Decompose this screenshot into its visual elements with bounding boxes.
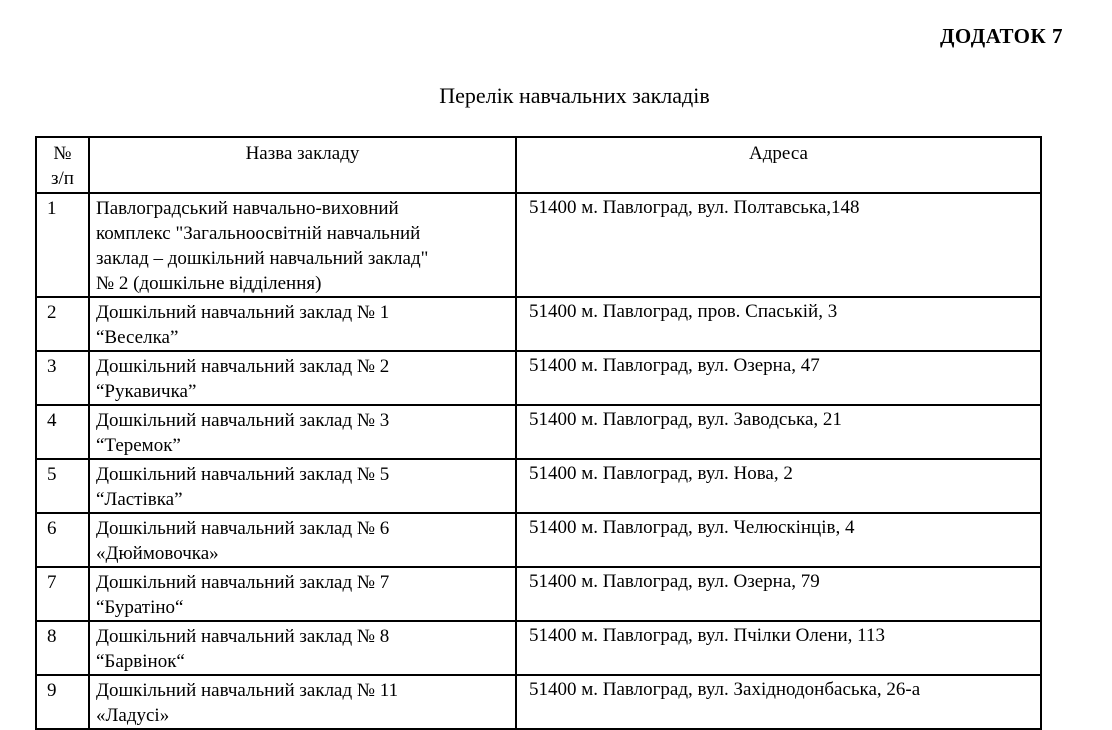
institution-address: 51400 м. Павлоград, вул. Пчілки Олени, 113 [516,621,1041,675]
table-row [36,567,1041,621]
name-line: «Ладусі» [96,705,170,726]
table-header-row [36,137,1041,193]
table-row [36,675,1041,729]
row-number: 5 [36,459,89,513]
institutions-table [35,136,1042,730]
table-row [36,621,1041,675]
table-row [36,459,1041,513]
institution-address: 51400 м. Павлоград, пров. Спаській, 3 [516,297,1041,351]
name-line: “Теремок” [96,435,181,456]
header-address: Адреса [516,137,1041,193]
row-number: 1 [36,193,89,297]
table-row [36,193,1041,297]
institution-name [89,459,516,513]
institution-address: 51400 м. Павлоград, вул. Озерна, 79 [516,567,1041,621]
institution-address: 51400 м. Павлоград, вул. Заводська, 21 [516,405,1041,459]
name-line: Павлоградський навчально-виховний [96,198,399,219]
institution-name [89,567,516,621]
name-line: Дошкільний навчальний заклад № 2 [96,356,390,377]
institution-address: 51400 м. Павлоград, вул. Західнодонбаська, 26-а [516,675,1041,729]
table-row [36,297,1041,351]
institution-name [89,675,516,729]
name-line: комплекс "Загальноосвітній навчальний [96,223,421,244]
row-number: 8 [36,621,89,675]
name-line: “Барвінок“ [96,651,185,672]
header-num-line2: з/п [51,168,74,189]
institution-address: 51400 м. Павлоград, вул. Полтавська,148 [516,193,1041,297]
name-line: “Рукавичка” [96,381,197,402]
name-line: Дошкільний навчальний заклад № 11 [96,680,399,701]
institution-address: 51400 м. Павлоград, вул. Озерна, 47 [516,351,1041,405]
name-line: Дошкільний навчальний заклад № 7 [96,572,390,593]
name-line: Дошкільний навчальний заклад № 5 [96,464,390,485]
page-title: Перелік навчальних закладів [439,83,710,108]
row-number: 6 [36,513,89,567]
institution-address: 51400 м. Павлоград, вул. Челюскінців, 4 [516,513,1041,567]
name-line: № 2 (дошкільне відділення) [96,273,322,294]
name-line: заклад – дошкільний навчальний заклад" [96,248,429,269]
row-number: 2 [36,297,89,351]
name-line: “Веселка” [96,327,179,348]
appendix-label: ДОДАТОК 7 [939,24,1063,48]
header-num-line1: № [53,143,72,164]
institution-name [89,351,516,405]
table-row [36,513,1041,567]
institution-address: 51400 м. Павлоград, вул. Нова, 2 [516,459,1041,513]
header-num [36,137,89,193]
row-number: 7 [36,567,89,621]
institution-name [89,405,516,459]
header-name: Назва закладу [89,137,516,193]
row-number: 3 [36,351,89,405]
name-line: Дошкільний навчальний заклад № 6 [96,518,390,539]
row-number: 9 [36,675,89,729]
row-number: 4 [36,405,89,459]
name-line: Дошкільний навчальний заклад № 3 [96,410,390,431]
institution-name [89,621,516,675]
name-line: «Дюймовочка» [96,543,219,564]
institution-name [89,297,516,351]
name-line: “Ластівка” [96,489,183,510]
table-row [36,405,1041,459]
name-line: Дошкільний навчальний заклад № 8 [96,626,390,647]
table-row [36,351,1041,405]
institution-name [89,513,516,567]
institution-name [89,193,516,297]
name-line: Дошкільний навчальний заклад № 1 [96,302,390,323]
name-line: “Буратіно“ [96,597,184,618]
